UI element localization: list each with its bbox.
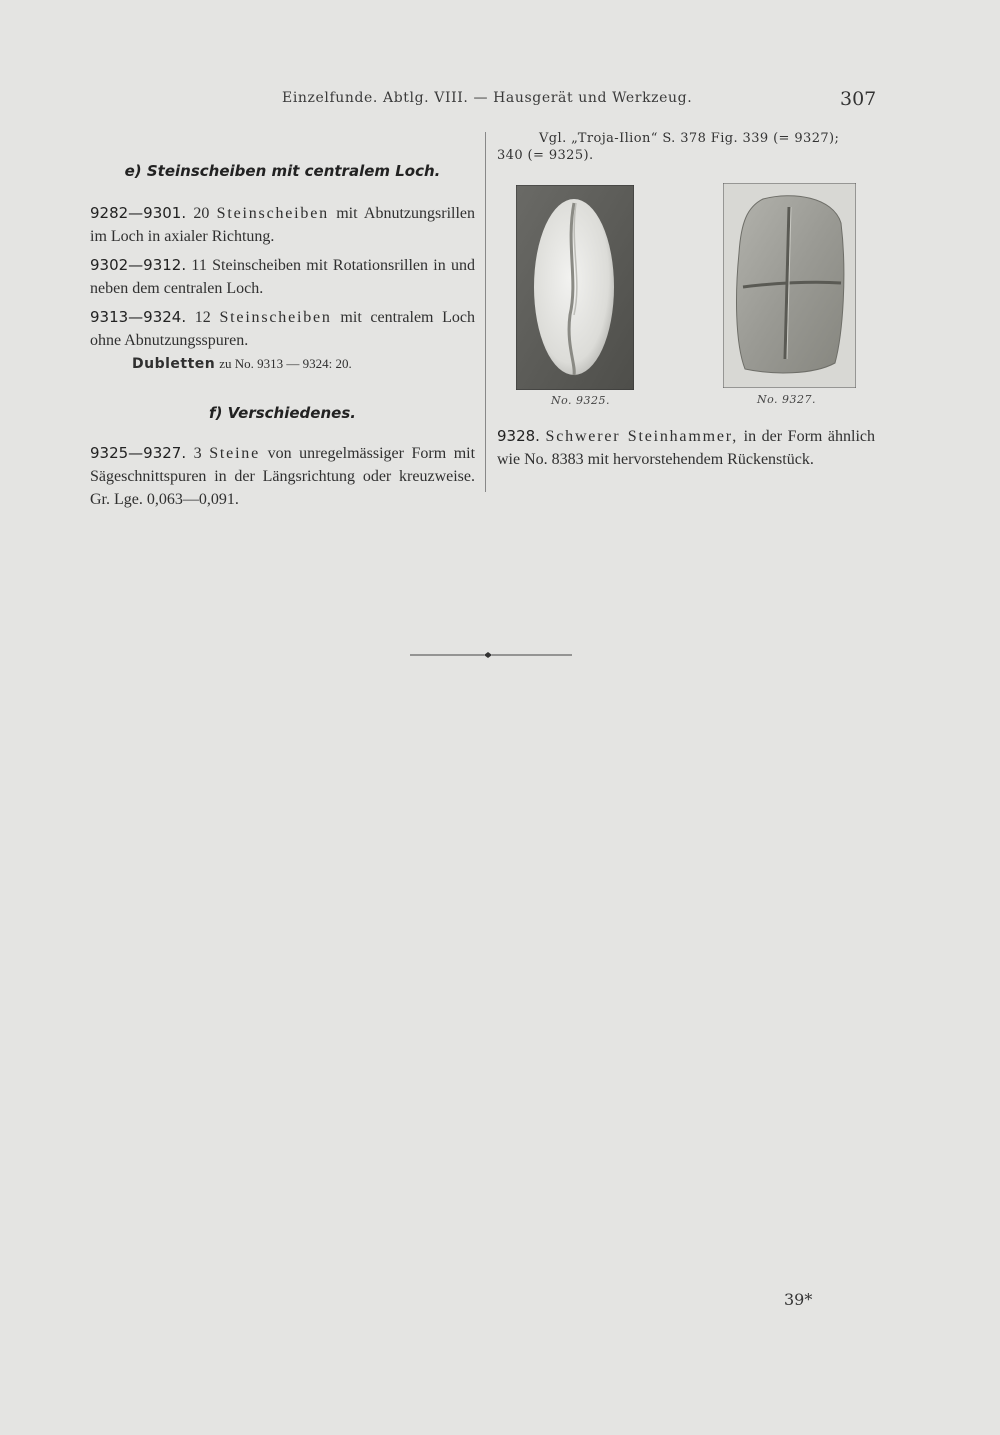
figure-caption-9327: No. 9327. <box>757 393 817 406</box>
reference-line-2: 340 (= 9325). <box>497 148 594 163</box>
entry-9325 <box>90 442 475 511</box>
entry-count: 11 <box>191 257 207 274</box>
entry-title: Schwerer Steinhammer, <box>545 428 739 445</box>
dubletten-line <box>90 352 475 376</box>
entry-9282 <box>90 202 475 248</box>
column-divider <box>485 132 486 492</box>
entry-9302 <box>90 254 475 300</box>
figure-caption-9325: No. 9325. <box>551 394 611 407</box>
entry-count: 3 <box>193 445 202 462</box>
entry-number: 9325—9327. <box>90 444 187 462</box>
entry-number: 9282—9301. <box>90 204 187 222</box>
section-heading-e: e) Steinscheiben mit centralem Loch. <box>124 162 441 180</box>
entry-number: 9302—9312. <box>90 256 187 274</box>
entry-text: in der Form ähnlich wie No. 8383 mit hervorstehendem Rückenstück. <box>497 428 876 468</box>
photo-stone-9325 <box>516 185 634 390</box>
entry-title: Steinscheiben <box>219 309 332 326</box>
entry-title: Steine <box>209 445 261 462</box>
entry-text: mit centralem Loch ohne Abnutzungsspuren. <box>90 309 476 349</box>
entry-9313 <box>90 306 475 352</box>
entry-count: 12 <box>194 309 211 326</box>
section-end-ornament <box>410 650 572 660</box>
entry-text: mit Rotationsrillen in und neben dem centralen Loch. <box>90 257 476 297</box>
reference-line: Vgl. „Troja-Ilion“ S. 378 Fig. 339 (= 9327); <box>539 131 840 146</box>
entry-9328 <box>497 425 875 471</box>
left-column <box>90 150 475 511</box>
running-head: Einzelfunde. Abtlg. VIII. — Hausgerät und Werkzeug. <box>282 90 693 106</box>
entry-text: von unregelmässiger Form mit Sägeschnittspuren in der Längsrichtung oder kreuzweise. Gr. Lge. 0,063—0,091. <box>90 445 476 508</box>
sheet-signature: 39* <box>784 1290 813 1309</box>
entry-number: 9328. <box>497 427 540 445</box>
entry-text: mit Abnutzungsrillen im Loch in axialer Richtung. <box>90 205 476 245</box>
entry-number: 9313—9324. <box>90 308 187 326</box>
dubletten-text: zu No. 9313 — 9324: 20. <box>219 356 352 371</box>
photo-stone-9327 <box>723 183 856 388</box>
entry-title: Steinscheiben <box>212 257 301 274</box>
entry-title: Steinscheiben <box>216 205 329 222</box>
right-column <box>497 130 877 164</box>
page-number: 307 <box>840 88 877 110</box>
dubletten-label: Dubletten <box>132 356 216 372</box>
entry-count: 20 <box>193 205 210 222</box>
section-heading-f: f) Verschiedenes. <box>209 404 356 422</box>
